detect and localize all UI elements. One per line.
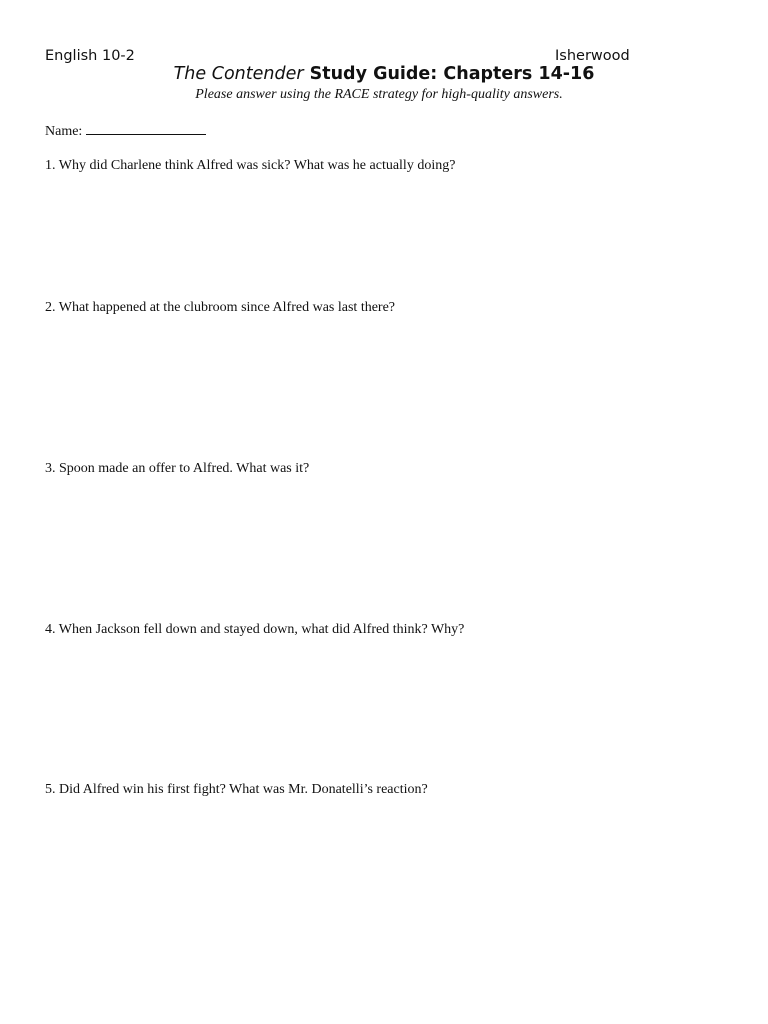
name-row bbox=[45, 121, 206, 141]
course-label: English 10-2 bbox=[45, 48, 135, 64]
question-2: 2. What happened at the clubroom since Alfred was last there? bbox=[45, 300, 396, 315]
question-3: 3. Spoon made an offer to Alfred. What was it? bbox=[45, 461, 310, 476]
name-label: Name: bbox=[45, 124, 83, 139]
book-title: The Contender bbox=[173, 64, 304, 84]
page-title bbox=[0, 63, 768, 85]
question-5: 5. Did Alfred win his first fight? What was Mr. Donatelli’s reaction? bbox=[45, 782, 428, 797]
teacher-name: Isherwood bbox=[555, 48, 630, 64]
title-rest: Study Guide: Chapters 14-16 bbox=[303, 64, 595, 84]
question-4: 4. When Jackson fell down and stayed down, what did Alfred think? Why? bbox=[45, 622, 465, 637]
question-1: 1. Why did Charlene think Alfred was sick? What was he actually doing? bbox=[45, 158, 456, 173]
instructions-text: Please answer using the RACE strategy for high-quality answers. bbox=[195, 87, 563, 102]
name-blank-line[interactable] bbox=[86, 121, 206, 135]
